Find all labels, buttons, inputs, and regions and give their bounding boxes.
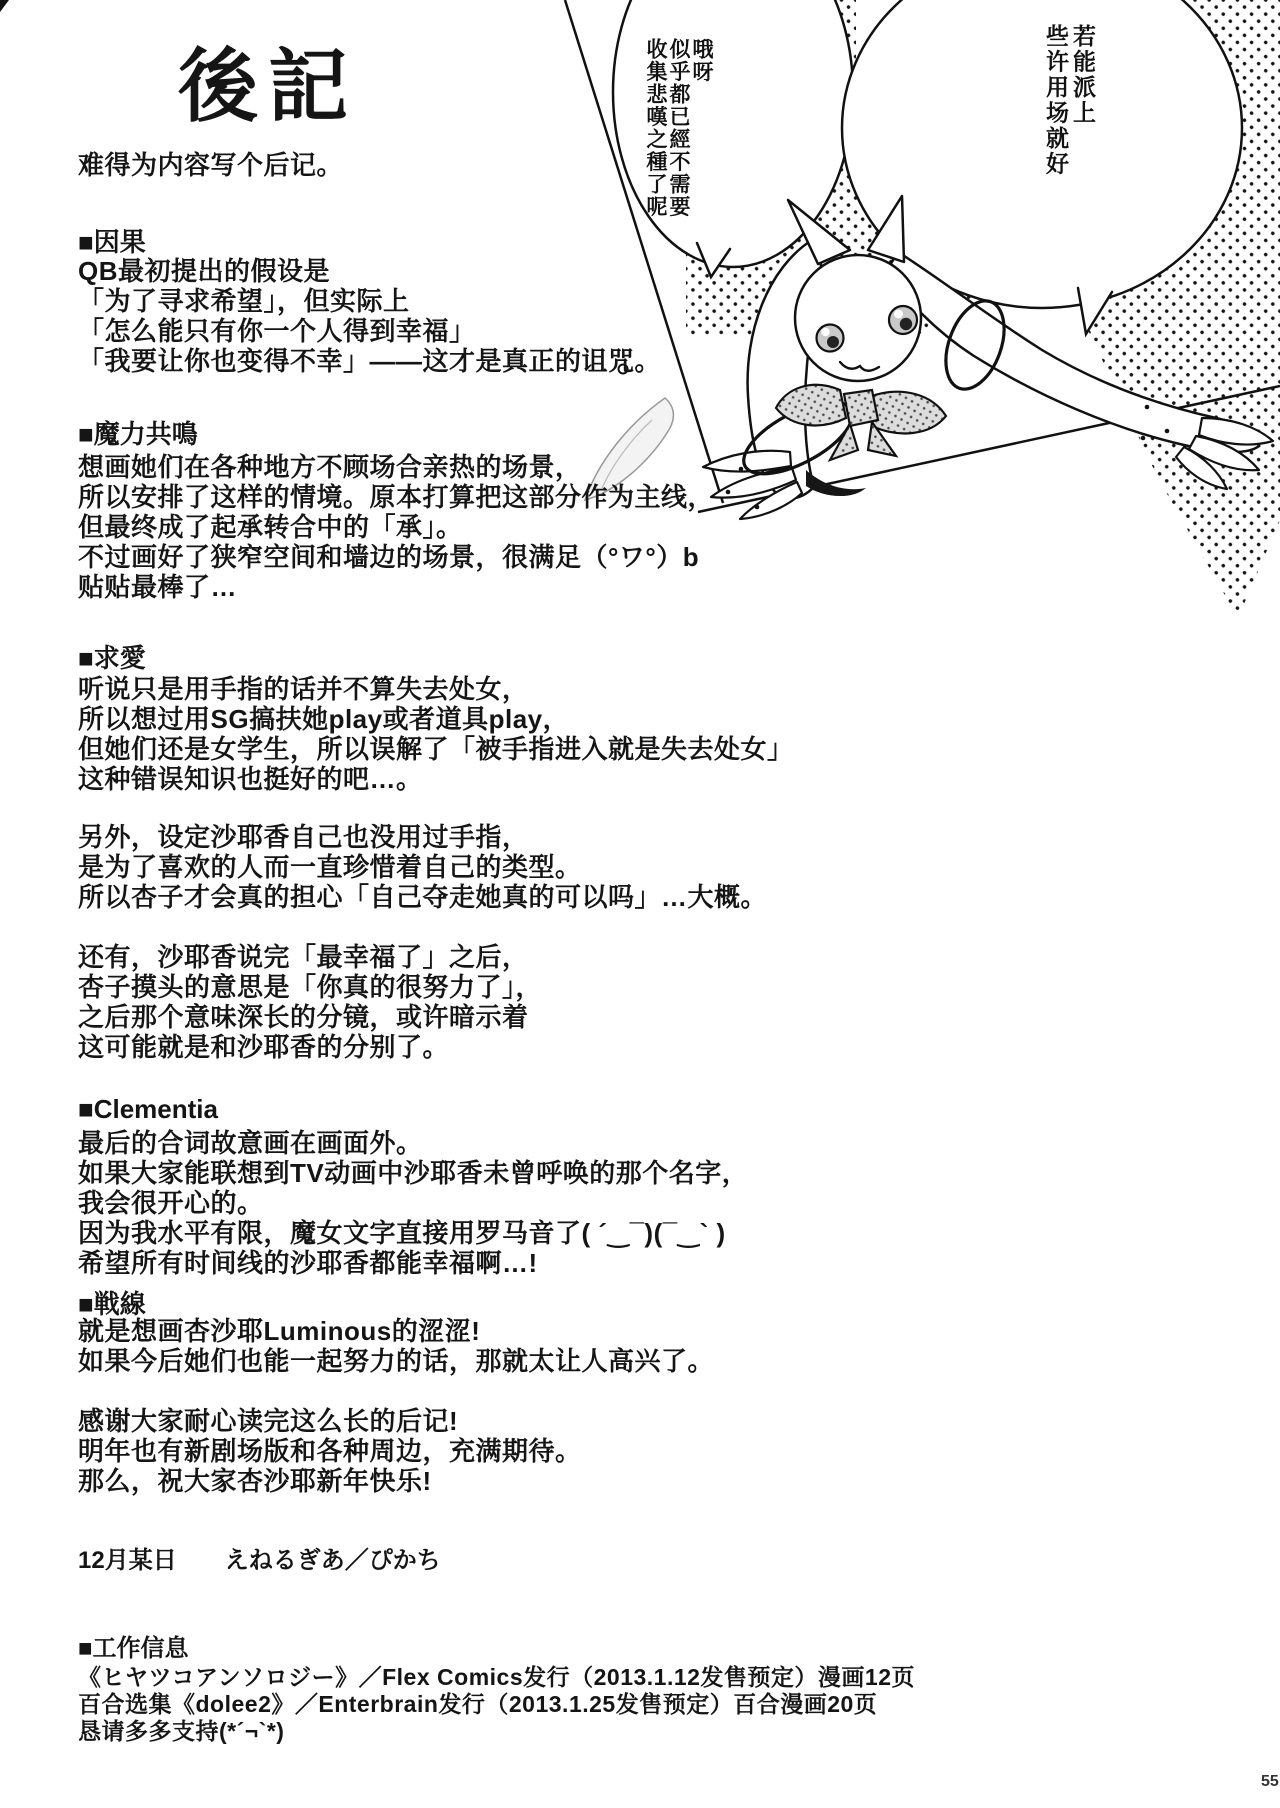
section-body-courtship-p1 [78, 674, 794, 794]
section-body-resonance [78, 452, 714, 602]
text-line: 如果今后她们也能一起努力的话，那就太让人高兴了。 [78, 1346, 715, 1376]
signature-line: 12月某日 えねるぎあ／ぴかち [78, 1547, 441, 1574]
text-line: 《ヒヤツコアンソロジー》／Flex Comics发行（2013.1.12发售预定）漫画12页 [78, 1664, 916, 1690]
text-line: 所以杏子才会真的担心「自己夺走她真的可以吗」…大概。 [78, 882, 768, 912]
bubble-line: 似乎都已經不需要 [667, 38, 690, 218]
section-header-front: ■戦線 [78, 1289, 146, 1319]
bubble-line: 些许用场就好 [1043, 24, 1069, 177]
text-line: 最后的合词故意画在画面外。 [78, 1128, 423, 1158]
text-line: 想画她们在各种地方不顾场合亲热的场景， [78, 452, 582, 482]
section-body-courtship-p3 [78, 942, 542, 1062]
bubble-line: 哦呀 [690, 38, 713, 83]
text-line: 杏子摸头的意思是「你真的很努力了」， [78, 972, 543, 1002]
text-line: 听说只是用手指的话并不算失去处女， [78, 674, 529, 704]
closing-paragraph [78, 1406, 582, 1496]
text-line: 但最终成了起承转合中的「承」。 [78, 512, 463, 542]
text-line: 如果大家能联想到TV动画中沙耶香未曾呼唤的那个名字， [78, 1158, 749, 1188]
text-line: 「为了寻求希望」，但实际上 [78, 286, 410, 316]
speech-bubble-right-text [1042, 24, 1096, 177]
text-line: 「怎么能只有你一个人得到幸福」 [78, 316, 476, 346]
text-line: 「我要让你也变得不幸」——这才是真正的诅咒。 [78, 346, 662, 376]
text-line: 还有，沙耶香说完「最幸福了」之后， [78, 942, 529, 972]
bubble-line: 若能派上 [1070, 24, 1096, 126]
text-line: 但她们还是女学生，所以误解了「被手指进入就是失去处女」 [78, 734, 794, 764]
section-header-karma: ■因果 [78, 227, 146, 257]
page-title: 後記 [178, 42, 358, 131]
text-line: 就是想画杏沙耶Luminous的涩涩! [78, 1316, 481, 1346]
intro-text: 难得为内容写个后记。 [78, 150, 344, 180]
text-line: 不过画好了狭窄空间和墙边的场景，很满足（°ワ°）b [78, 542, 700, 572]
text-line: 所以安排了这样的情境。原本打算把这部分作为主线， [78, 482, 715, 512]
text-line: 这种错误知识也挺好的吧…。 [78, 764, 423, 794]
text-line: 我会很开心的。 [78, 1188, 264, 1218]
text-line: 所以想过用SG搞扶她play或者道具play， [78, 704, 570, 734]
text-line: 那么，祝大家杏沙耶新年快乐! [78, 1466, 432, 1496]
section-body-clementia [78, 1128, 748, 1278]
work-info-header: ■工作信息 [78, 1635, 189, 1662]
section-header-courtship: ■求愛 [78, 643, 146, 673]
text-line: 感谢大家耐心读完这么长的后记! [78, 1406, 459, 1436]
text-line: 明年也有新剧场版和各种周边，充满期待。 [78, 1436, 582, 1466]
text-line: 百合选集《dolee2》／Enterbrain发行（2013.1.25发售预定）百合漫画20页 [78, 1691, 878, 1717]
text-line: 是为了喜欢的人而一直珍惜着自己的类型。 [78, 852, 582, 882]
section-header-resonance: ■魔力共鳴 [78, 419, 198, 449]
section-body-karma [78, 256, 661, 376]
page-number: 55 [1261, 1773, 1279, 1790]
section-header-clementia: ■Clementia [78, 1094, 218, 1124]
text-line: 贴贴最棒了… [78, 572, 238, 602]
section-body-courtship-p2 [78, 822, 767, 912]
work-info-body [78, 1664, 915, 1745]
bubble-line: 收集悲嘆之種了呢 [644, 38, 667, 218]
text-line: 另外，设定沙耶香自己也没用过手指， [78, 822, 529, 852]
text-line: 因为我水平有限，魔女文字直接用罗马音了( ´‿¯)(¯‿` ) [78, 1218, 726, 1248]
speech-bubble-left-text [644, 38, 713, 218]
section-body-front-p1 [78, 1316, 714, 1376]
page-corner-mark [0, 0, 9, 12]
text-line: 之后那个意味深长的分镜，或许暗示着 [78, 1002, 529, 1032]
text-line: 恳请多多支持(*´¬`*) [78, 1718, 285, 1744]
text-line: 希望所有时间线的沙耶香都能幸福啊…! [78, 1248, 538, 1278]
text-line: QB最初提出的假设是 [78, 256, 331, 286]
text-line: 这可能就是和沙耶香的分别了。 [78, 1032, 450, 1062]
